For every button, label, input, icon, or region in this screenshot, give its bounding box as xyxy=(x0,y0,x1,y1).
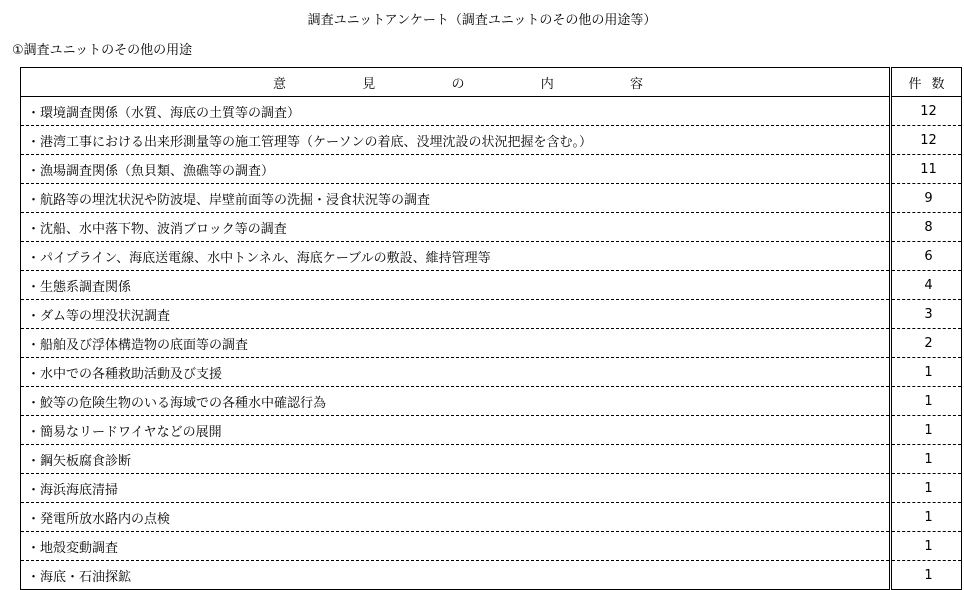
opinion-cell: ・鋼矢板腐食診断 xyxy=(21,445,891,474)
opinion-cell: ・生態系調査関係 xyxy=(21,271,891,300)
table-row xyxy=(21,416,962,445)
table-row xyxy=(21,126,962,155)
document-title: 調査ユニットアンケート（調査ユニットのその他の用途等） xyxy=(307,13,657,28)
table-row xyxy=(21,474,962,503)
count-cell: 1 xyxy=(891,358,962,387)
opinion-cell: ・船舶及び浮体構造物の底面等の調査 xyxy=(21,329,891,358)
count-cell: 1 xyxy=(891,387,962,416)
table-row xyxy=(21,532,962,561)
table-row xyxy=(21,561,962,590)
count-cell: 8 xyxy=(891,213,962,242)
count-cell: 3 xyxy=(891,300,962,329)
count-cell: 1 xyxy=(891,445,962,474)
table-row xyxy=(21,242,962,271)
opinion-cell: ・海底・石油探鉱 xyxy=(21,561,891,590)
survey-table xyxy=(20,67,962,590)
table-header-row xyxy=(21,68,962,97)
opinion-cell: ・水中での各種救助活動及び支援 xyxy=(21,358,891,387)
count-cell: 12 xyxy=(891,97,962,126)
opinion-cell: ・簡易なリードワイヤなどの展開 xyxy=(21,416,891,445)
table-row xyxy=(21,329,962,358)
table-row xyxy=(21,503,962,532)
opinion-cell: ・鮫等の危険生物のいる海域での各種水中確認行為 xyxy=(21,387,891,416)
table-row xyxy=(21,358,962,387)
header-count: 件数 xyxy=(891,68,962,97)
count-cell: 11 xyxy=(891,155,962,184)
opinion-cell: ・ダム等の埋没状況調査 xyxy=(21,300,891,329)
opinion-cell: ・地殻変動調査 xyxy=(21,532,891,561)
section-heading: ①調査ユニットのその他の用途 xyxy=(12,43,193,58)
count-cell: 1 xyxy=(891,416,962,445)
opinion-cell: ・沈船、水中落下物、波消ブロック等の調査 xyxy=(21,213,891,242)
count-cell: 1 xyxy=(891,561,962,590)
header-opinion-char: 見 xyxy=(362,76,376,92)
count-cell: 1 xyxy=(891,503,962,532)
count-cell: 1 xyxy=(891,532,962,561)
header-opinion-char: 意 xyxy=(273,76,287,92)
opinion-cell: ・発電所放水路内の点検 xyxy=(21,503,891,532)
count-cell: 4 xyxy=(891,271,962,300)
count-cell: 2 xyxy=(891,329,962,358)
table-row xyxy=(21,213,962,242)
table-row xyxy=(21,184,962,213)
table-row xyxy=(21,300,962,329)
table-row xyxy=(21,97,962,126)
count-cell: 1 xyxy=(891,474,962,503)
count-cell: 6 xyxy=(891,242,962,271)
header-opinion-char: の xyxy=(451,76,465,92)
header-opinion-char: 容 xyxy=(629,76,643,92)
opinion-cell: ・航路等の埋沈状況や防波堤、岸壁前面等の洗掘・浸食状況等の調査 xyxy=(21,184,891,213)
opinion-cell: ・港湾工事における出来形測量等の施工管理等（ケーソンの着底、没埋沈設の状況把握を含む。） xyxy=(21,126,891,155)
table-row xyxy=(21,155,962,184)
header-opinion xyxy=(21,68,891,97)
count-cell: 12 xyxy=(891,126,962,155)
table-row xyxy=(21,271,962,300)
opinion-cell: ・環境調査関係（水質、海底の土質等の調査） xyxy=(21,97,891,126)
opinion-cell: ・海浜海底清掃 xyxy=(21,474,891,503)
opinion-cell: ・パイプライン、海底送電線、水中トンネル、海底ケーブルの敷設、維持管理等 xyxy=(21,242,891,271)
count-cell: 9 xyxy=(891,184,962,213)
opinion-cell: ・漁場調査関係（魚貝類、漁礁等の調査） xyxy=(21,155,891,184)
table-row xyxy=(21,387,962,416)
table-row xyxy=(21,445,962,474)
header-opinion-char: 内 xyxy=(540,76,554,92)
